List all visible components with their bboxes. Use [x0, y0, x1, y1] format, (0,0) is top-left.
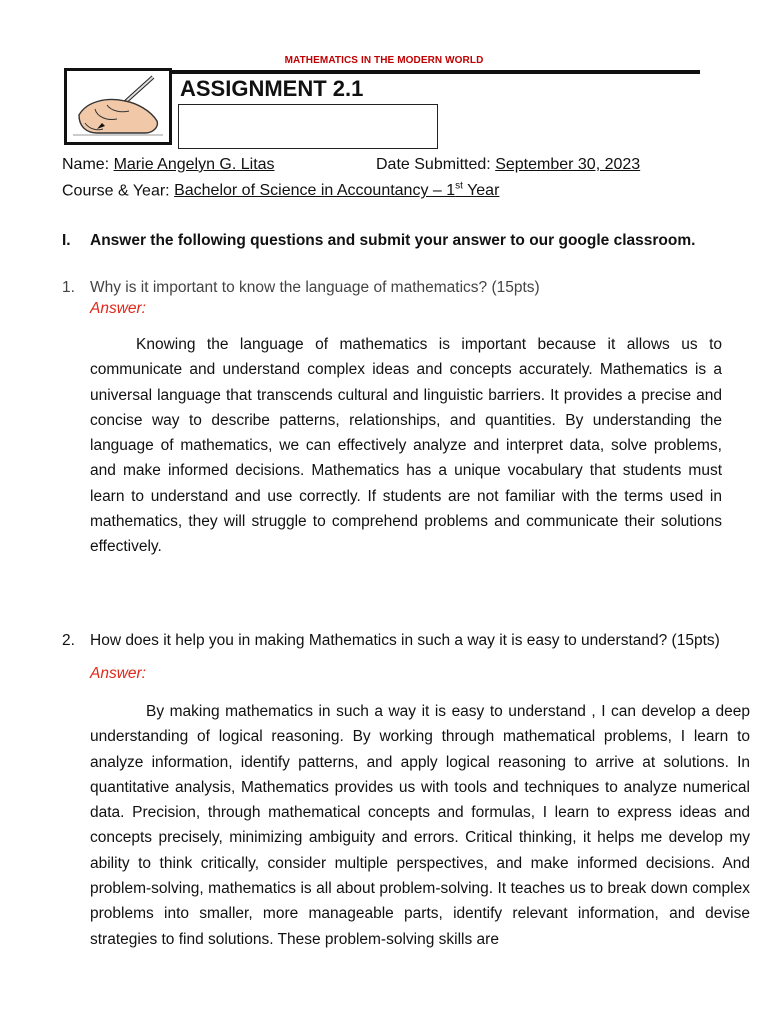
instruction-text: Answer the following questions and submit your answer to our google classroom. — [90, 232, 696, 249]
course-label: Course & Year: — [62, 182, 170, 200]
question-2 — [62, 632, 720, 650]
date-line — [376, 156, 640, 174]
instruction-numeral: I. — [62, 232, 71, 249]
answer-label-2: Answer: — [90, 665, 146, 682]
writing-hand-logo — [64, 68, 172, 145]
hand-writing-icon — [67, 71, 169, 142]
assignment-title: ASSIGNMENT 2.1 — [180, 76, 364, 101]
title-blank-box — [178, 104, 438, 149]
instruction-heading — [62, 232, 695, 250]
name-line — [62, 156, 275, 174]
answer-label-1: Answer: — [90, 300, 146, 317]
course-line — [62, 181, 499, 200]
name-value: Marie Angelyn G. Litas — [113, 156, 275, 173]
course-header: MATHEMATICS IN THE MODERN WORLD — [284, 55, 484, 66]
answer-paragraph-2: By making mathematics in such a way it is easy to understand , I can develop a deep understanding of logical reasoning. By working through mathematical problems, I learn to analyze information, identify patterns, and apply logical reasoning to arrive at solutions. In quantitative analysis, Mathematics provides us with tools and techniques to analyze numerical data. Precision, through mathematical concepts and formulas, I learn to express ideas and concepts precisely, minimizing ambiguity and errors. Critical thinking, it helps me develop my ability to think critically, consider multiple perspectives, and make informed decisions. And problem-solving, mathematics is all about problem-solving. It teaches us to break down complex problems into smaller, more manageable parts, identify relevant information, and devise strategies to find solutions. These problem-solving skills are — [90, 703, 750, 948]
name-label: Name: — [62, 156, 110, 173]
course-value: Bachelor of Science in Accountancy – 1st Year — [174, 181, 500, 200]
question-1 — [62, 279, 540, 297]
answer-paragraph-1: Knowing the language of mathematics is important because it allows us to communicate and understand complex ideas and concepts accurately. Mathematics is a universal language that transcends cultural and linguistic barriers. It provides a precise and concise way to describe patterns, relationships, and quantities. By understanding the language of mathematics, we can effectively analyze and interpret data, solve problems, and make informed decisions. Mathematics has a unique vocabulary that students must learn to understand and use correctly. If students are not familiar with the terms used in mathematics, they will struggle to comprehend problems and communicate their solutions effectively. — [90, 336, 722, 556]
question-number: 2. — [62, 632, 75, 649]
question-text: How does it help you in making Mathematics in such a way it is easy to understand? (15pts) — [90, 632, 720, 649]
date-value: September 30, 2023 — [495, 156, 641, 173]
question-number: 1. — [62, 279, 75, 296]
question-text: Why is it important to know the language of mathematics? (15pts) — [90, 279, 540, 296]
date-label: Date Submitted: — [376, 156, 491, 173]
